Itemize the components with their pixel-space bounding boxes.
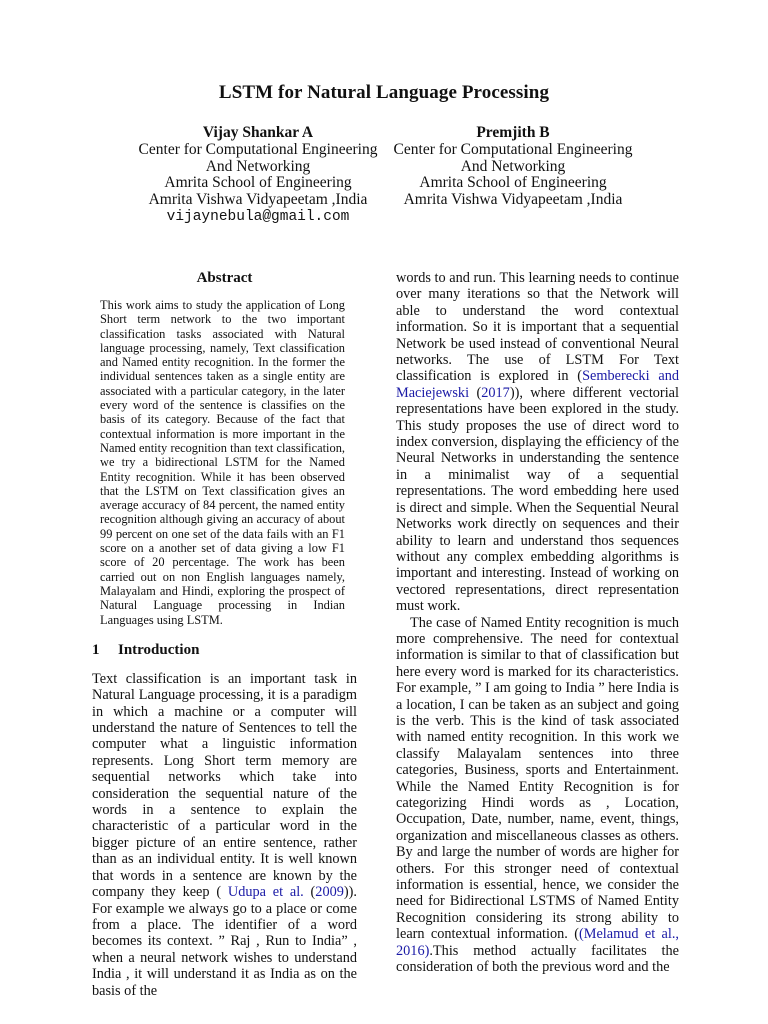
section-title: Introduction (118, 641, 200, 658)
intro-text: )). For example we always go to a place or come from a place. The identifier of a word becomes its context. ” Raj , Run to India” , when a neural network wishes to understand India , it will understand it as India as on the basis of the (92, 884, 357, 999)
author-affiliation: Amrita Vishwa Vidyapeetam ,India (403, 191, 623, 209)
author-block-2 (383, 125, 643, 209)
right-column (396, 270, 679, 975)
body-paragraph (396, 615, 679, 976)
author-affiliation: Amrita Vishwa Vidyapeetam ,India (148, 191, 368, 209)
left-column (92, 270, 357, 1013)
author-affiliation: Amrita School of Engineering (419, 174, 607, 192)
section-number: 1 (92, 641, 100, 658)
author-affiliation: Center for Computational Engineering (393, 140, 633, 158)
body-text: )), where different vectorial representations have been explored in the study. This study proposes the use of direct word to index conversion, displaying the efficiency of the Neural Networks in understanding the sentence in a minimalist way of a sequential representations. The word embedding here used is direct and simple. When the Sequential Neural Networks work directly on sequences and their ability to learn and understand thos sequences without any complex embedding algorithms is important and interesting. Instead of working on vectored representations, direct representation must work. (396, 384, 679, 615)
author-affiliation: And Networking (205, 157, 311, 175)
abstract-body: This work aims to study the application of Long Short term network to the two important classification tasks associated with Natural language processing, namely, Text classification and Named entity recognition. In the former the individual sentences taken as a single entity are associated with a particular category, in the later every word of the sentence is classifies on the basis of its category. Because of the fact that contextual information is more important in the Named entity recognition than text classification, we try a bidirectional LSTM for the Named Entity recognition. While it has been observed that the LSTM on Text classification gives an average accuracy of 84 percent, the named entity recognition although giving an accuracy of about 99 percent on one set of the data fails with an F1 score on a another set of data giving a low F1 score of 20 percentage. The work has been carried out on non English languages namely, Malayalam and Hindi, exploring the prospect of Natural Language processing in Indian Languages using LSTM. (100, 298, 345, 627)
citation-paren: ( (469, 384, 482, 401)
intro-paragraph (92, 671, 357, 999)
citation-year-link[interactable]: 2009 (315, 884, 344, 901)
body-paragraph (396, 270, 679, 615)
body-text: The case of Named Entity recognition is much more comprehensive. The need for contextual information is similar to that of classification but here every word is marked for its characteristics. For example, ” I am going to India ” here India is a location, I can be taken as an subject and going is the verb. This is the kind of task associated with named entity recognition. In this work we classify Malayalam sentences into three categories, Business, sports and Entertainment. While the Named Entity Recognition is for categorizing Hindi words as , Location, Occupation, Date, number, name, event, things, organization and miscellaneous classes as others. By and large the number of words are higher for others. For this stronger need of contextual information is essential, hence, we consider the need for Bidirectional LSTMS of Named Entity Recognition considering its strong ability to learn contextual information. ( (396, 614, 679, 943)
author-name: Premjith B (476, 124, 550, 141)
author-affiliation: Center for Computational Engineering (138, 140, 378, 158)
author-name: Vijay Shankar A (202, 124, 314, 141)
citation-link-udupa[interactable]: Udupa et al. (227, 884, 304, 901)
author-affiliation: Amrita School of Engineering (164, 174, 352, 192)
citation-year-link[interactable]: 2017 (481, 384, 510, 401)
citation-link-melamud[interactable]: (Melamud et al., 2016) (396, 926, 679, 959)
section-heading-introduction (92, 641, 357, 659)
author-email: vijaynebula@gmail.com (166, 208, 350, 225)
author-affiliation: And Networking (460, 157, 566, 175)
paper-title: LSTM for Natural Language Processing (218, 82, 550, 103)
body-text: .This method actually facilitates the consideration of both the previous word and the (396, 942, 679, 976)
citation-link-semberecki[interactable]: Semberecki and Maciejewski (396, 368, 679, 401)
citation-paren: ( (303, 884, 316, 901)
author-block-1 (128, 125, 388, 226)
body-text: words to and run. This learning needs to continue over many iterations so that the Network will able to understand the word contextual information. So it is important that a sequential Network be used instead of conventional Neural networks. The use of LSTM For Text classification is explored in ( (396, 270, 679, 385)
abstract-heading: Abstract (196, 270, 253, 286)
intro-text: Text classification is an important task in Natural Language processing, it is a paradigm in which a machine or a computer will understand the nature of Sentences to tell the computer what a linguistic information represents. Long Short term memory are sequential networks which take into consideration the sequential nature of the words in a sentence to explain the characteristic of a particular word in the bigger picture of an entire sentence, rather than as an individual entity. It is well known that words in a sentence are known by the company they keep ( (92, 670, 357, 901)
